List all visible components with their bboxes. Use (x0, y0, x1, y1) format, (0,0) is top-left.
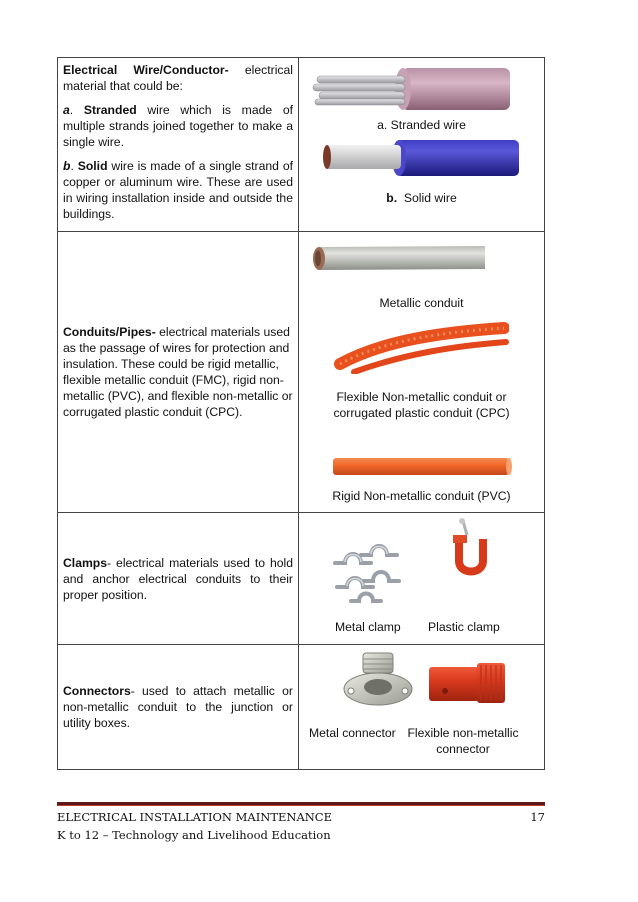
plastic-clamp-image (449, 517, 493, 583)
wire-images (299, 58, 544, 231)
flexible-conduit-image (334, 320, 509, 374)
connectors-description: Connectors- used to attach metallic or non-metallic conduit to the junction or utility boxes. (58, 645, 299, 769)
clamps-heading: Clamps (63, 555, 108, 570)
clamps-images (299, 513, 544, 644)
caption-flexible-connector: Flexible non-metallic connector (407, 726, 519, 756)
conduit-images (299, 232, 544, 512)
caption-metal-connector: Metal connector (309, 726, 396, 740)
metal-clamp-image (331, 541, 403, 607)
solid-wire-image (321, 138, 521, 178)
wire-heading: Electrical Wire/Conductor- (63, 63, 229, 77)
caption-plastic-clamp: Plastic clamp (428, 620, 500, 634)
caption-metal-clamp: Metal clamp (335, 620, 401, 634)
footer (57, 810, 545, 842)
caption-stranded-wire: a. Stranded wire (377, 118, 466, 132)
wire-description: Electrical Wire/Conductor- electrical material that could be: a. Stranded wire which is made of multiple strands joined together to make a single wire. b. Solid wire is made of a single strand of copper or aluminum wire. These are used in wiring installation inside and outside the buildings. (58, 58, 299, 231)
row-conduits (58, 232, 544, 513)
page-number: 17 (530, 810, 545, 824)
footer-rule-red (57, 805, 545, 806)
footer-subtitle: K to 12 – Technology and Livelihood Education (57, 828, 331, 842)
caption-rigid-conduit: Rigid Non-metallic conduit (PVC) (332, 489, 511, 503)
metal-connector-image (343, 651, 413, 711)
caption-solid-wire: b. Solid wire (386, 191, 457, 205)
conduit-description: Conduits/Pipes- electrical materials used as the passage of wires for protection and insulation. These could be rigid metallic, flexible metallic conduit (FMC), rigid non-metallic (PVC), and flexible non-metallic or corrugated plastic conduit (CPC). (58, 232, 299, 512)
stranded-term: Stranded (83, 103, 137, 117)
solid-term: Solid (77, 159, 108, 173)
caption-metallic-conduit: Metallic conduit (379, 296, 464, 310)
connectors-images (299, 645, 544, 769)
materials-table (57, 57, 545, 770)
conduit-heading: Conduits/Pipes- (63, 325, 156, 339)
metallic-conduit-image (309, 244, 489, 272)
flexible-connector-image (425, 659, 509, 707)
caption-flexible-conduit: Flexible Non-metallic conduit or corrugated plastic conduit (CPC) (333, 390, 510, 420)
clamps-description: Clamps- electrical materials used to hold and anchor electrical conduits to their proper position. (58, 513, 299, 644)
row-clamps (58, 513, 544, 645)
rigid-pvc-conduit-image (331, 456, 513, 478)
connectors-heading: Connectors (63, 684, 131, 698)
row-wire (58, 58, 544, 232)
row-connectors (58, 645, 544, 769)
footer-title: ELECTRICAL INSTALLATION MAINTENANCE (57, 810, 333, 824)
stranded-wire-image (307, 66, 512, 112)
